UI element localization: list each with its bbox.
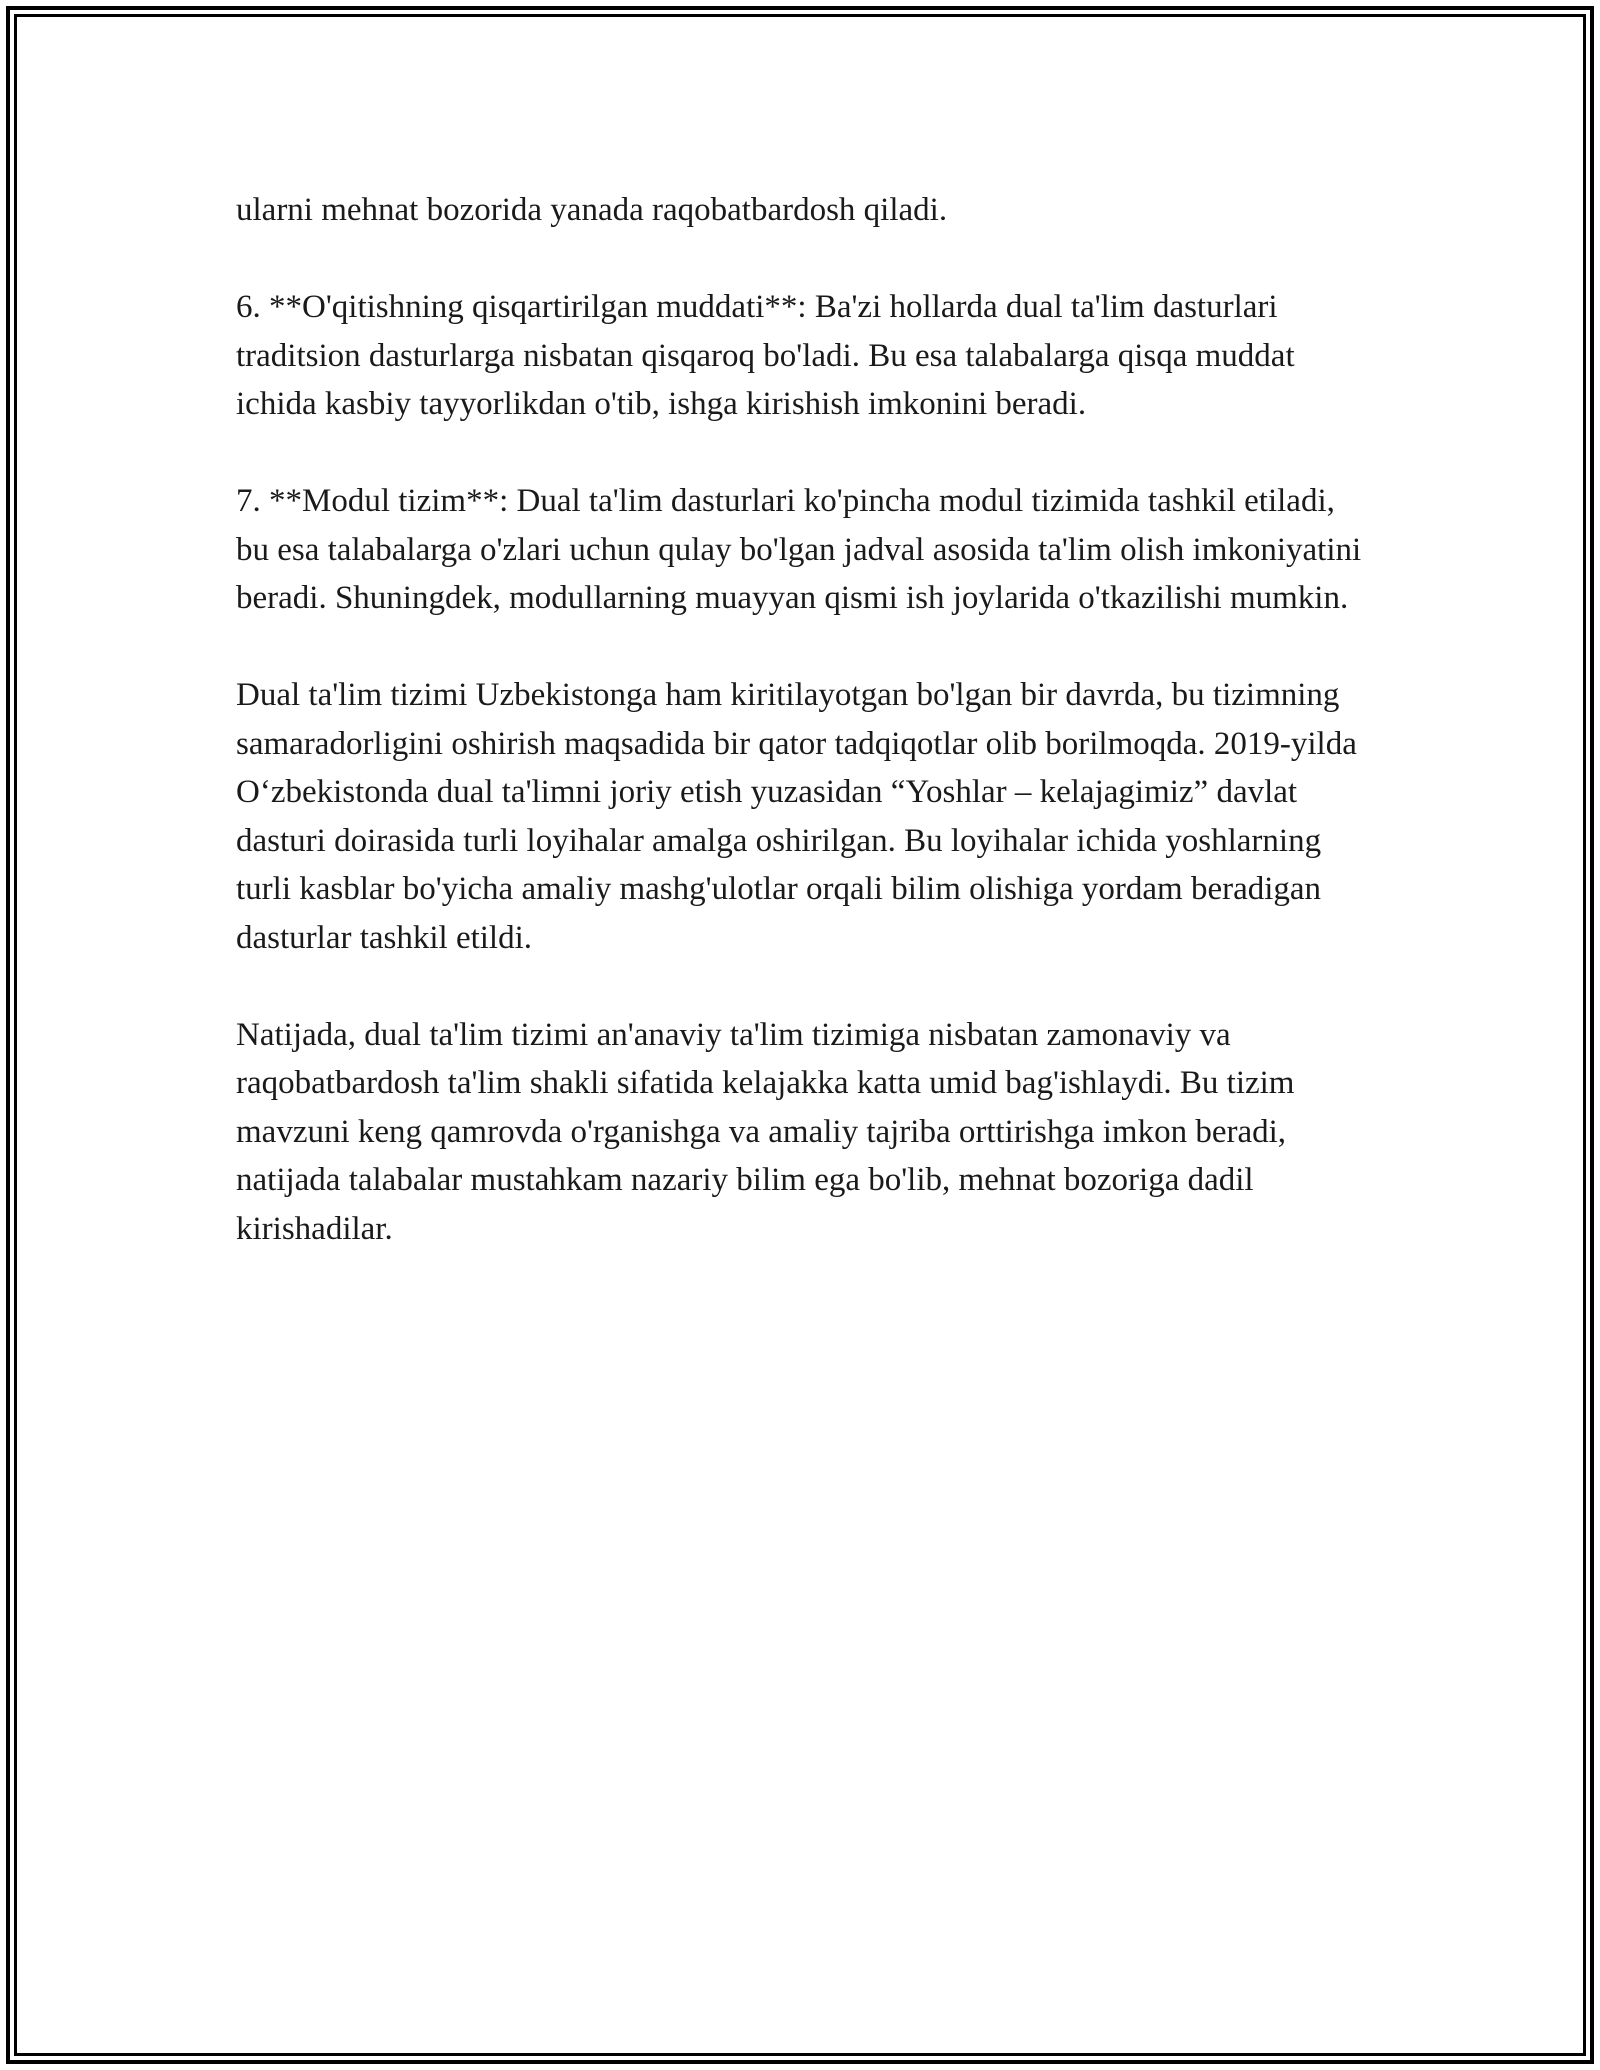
document-body — [236, 186, 1366, 1302]
paragraph-item-6: 6. **O'qitishning qisqartirilgan muddati**: Ba'zi hollarda dual ta'lim dasturlari traditsion dasturlarga nisbatan qisqaroq bo'ladi. Bu esa talabalarga qisqa muddat ichida kasbiy tayyorlikdan o'tib, ishga kirishish imkonini beradi. — [236, 289, 1295, 422]
paragraph-item-7: 7. **Modul tizim**: Dual ta'lim dasturlari ko'pincha modul tizimida tashkil etiladi, bu esa talabalarga o'zlari uchun qulay bo'lgan jadval asosida ta'lim olish imkoniyatini beradi. Shuningdek, modullarning muayyan qismi ish joylarida o'tkazilishi mumkin. — [236, 483, 1362, 616]
paragraph-conclusion: Natijada, dual ta'lim tizimi an'anaviy ta'lim tizimiga nisbatan zamonaviy va raqobatbardosh ta'lim shakli sifatida kelajakka katta umid bag'ishlaydi. Bu tizim mavzuni keng qamrovda o'rganishga va amaliy tajriba orttirishga imkon beradi, natijada talabalar mustahkam nazariy bilim ega bo'lib, mehnat bozoriga dadil kirishadilar. — [236, 1016, 1295, 1247]
paragraph-continuation: ularni mehnat bozorida yanada raqobatbardosh qiladi. — [236, 192, 948, 228]
paragraph-uzbekistan: Dual ta'lim tizimi Uzbekistonga ham kiritilayotgan bo'lgan bir davrda, bu tizimning samaradorligini oshirish maqsadida bir qator tadqiqotlar olib borilmoqda. 2019-yilda O‘zbekistonda dual ta'limni joriy etish yuzasidan “Yoshlar – kelajagimiz” davlat dasturi doirasida turli loyihalar amalga oshirilgan. Bu loyihalar ichida yoshlarning turli kasblar bo'yicha amaliy mashg'ulotlar orqali bilim olishiga yordam beradigan dasturlar tashkil etildi. — [236, 677, 1357, 956]
